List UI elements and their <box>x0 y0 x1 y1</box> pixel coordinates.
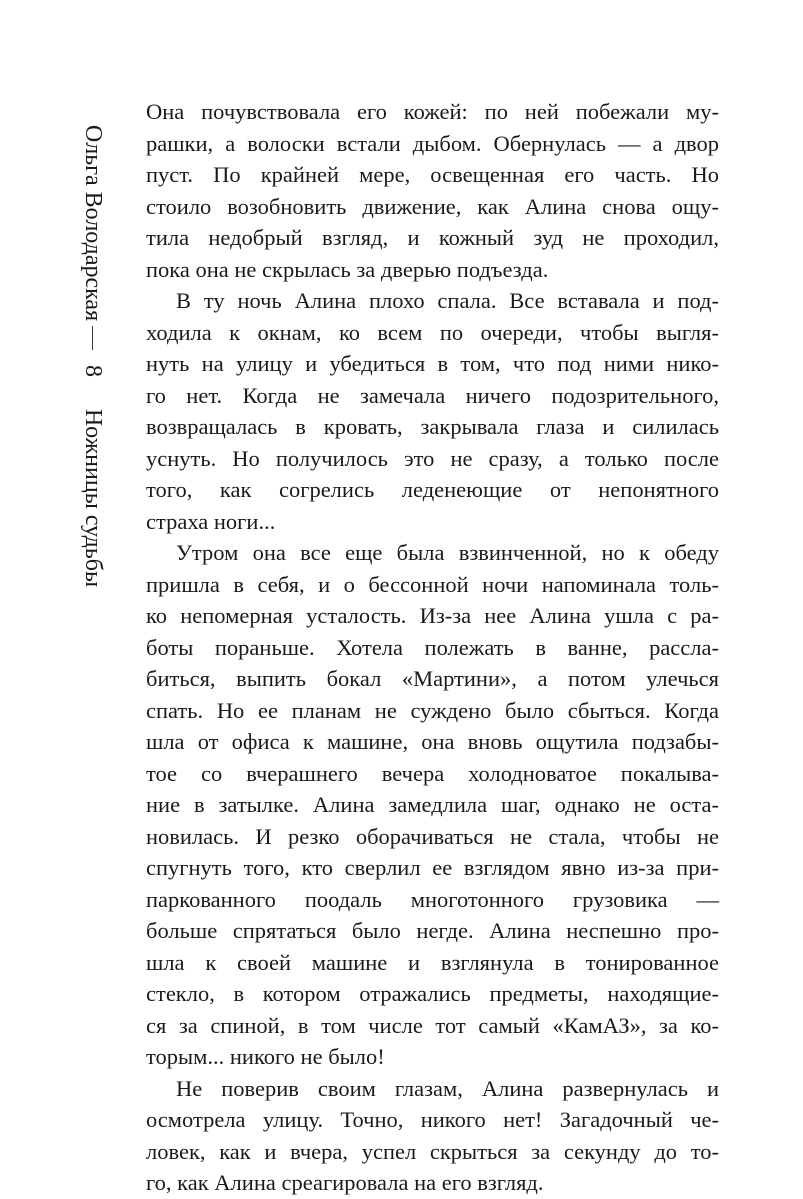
text-line: осмотрела улицу. Точно, никого нет! Загадочный че- <box>146 1107 719 1132</box>
text-line: нуть на улицу и убедиться в том, что под ними нико- <box>146 351 719 376</box>
text-line: пришла в себя, и о бессонной ночи напоминала толь- <box>146 571 719 597</box>
text-line: стекло, в котором отражались предметы, находящие- <box>146 981 719 1006</box>
text-line: В ту ночь Алина плохо спала. Все вставала и под- <box>176 288 719 313</box>
text-line: ходила к окнам, ко всем по очереди, чтобы выгля- <box>146 319 719 345</box>
text-line: пока она не скрылась за дверью подъезда. <box>146 256 549 282</box>
text-line: боты пораньше. Хотела полежать в ванне, рассла- <box>146 634 719 660</box>
text-line: го, как Алина среагировала на его взгляд. <box>146 1170 544 1195</box>
page-number: 8 <box>80 365 106 377</box>
text-line: торым... никого не было! <box>146 1044 385 1069</box>
text-line: страха ноги... <box>146 508 276 534</box>
body-text <box>146 96 719 1199</box>
text-line: биться, выпить бокал «Мартини», а потом улечься <box>146 666 719 691</box>
page-number-box <box>68 356 118 386</box>
running-header-title-box <box>68 392 118 604</box>
text-line: шла к своей машине и взглянула в тонированное <box>146 949 719 975</box>
text-line: спать. Но ее планам не суждено было сбыться. Когда <box>146 697 719 723</box>
running-header <box>68 0 118 1080</box>
text-line: новилась. И резко оборачиваться не стала, чтобы не <box>146 823 719 849</box>
text-line: рашки, а волоски встали дыбом. Обернулась — а двор <box>146 130 719 156</box>
text-line: ко непомерная усталость. Из-за нее Алина ушла с ра- <box>146 603 719 628</box>
text-line: паркованного поодаль многотонного грузовика — <box>146 886 719 912</box>
running-header-author-box <box>68 108 118 338</box>
running-header-author: Ольга Володарская <box>80 124 107 322</box>
text-line: Она почувствовала его кожей: по ней побежали му- <box>146 99 719 124</box>
running-header-divider <box>92 326 93 350</box>
text-line: уснуть. Но получилось это не сразу, а только после <box>146 445 719 471</box>
text-line: ние в затылке. Алина замедлила шаг, однако не оста- <box>146 792 719 817</box>
text-line: того, как согрелись леденеющие от непонятного <box>146 477 719 502</box>
text-line: тила недобрый взгляд, и кожный зуд не проходил, <box>146 225 719 250</box>
text-line: стоило возобновить движение, как Алина снова ощу- <box>146 193 719 219</box>
text-line: го нет. Когда не замечала ничего подозрительного, <box>146 382 719 408</box>
text-line: больше спрятаться было негде. Алина неспешно про- <box>146 918 719 943</box>
text-line: пуст. По крайней мере, освещенная его часть. Но <box>146 162 719 187</box>
running-header-book-title: Ножницы судьбы <box>80 408 107 588</box>
text-line: тое со вчерашнего вечера холодноватое покалыва- <box>146 760 719 786</box>
text-line: Утром она все еще была взвинченной, но к обеду <box>176 540 719 565</box>
text-line: спугнуть того, кто сверлил ее взглядом явно из-за при- <box>146 855 719 880</box>
text-line: Не поверив своим глазам, Алина развернулась и <box>176 1075 719 1101</box>
text-line: шла от офиса к машине, она вновь ощутила подзабы- <box>146 729 719 754</box>
text-line: ся за спиной, в том числе тот самый «КамАЗ», за ко- <box>146 1012 719 1038</box>
text-line: возвращалась в кровать, закрывала глаза и силилась <box>146 414 719 439</box>
text-line: ловек, как и вчера, успел скрыться за секунду до то- <box>146 1138 719 1164</box>
